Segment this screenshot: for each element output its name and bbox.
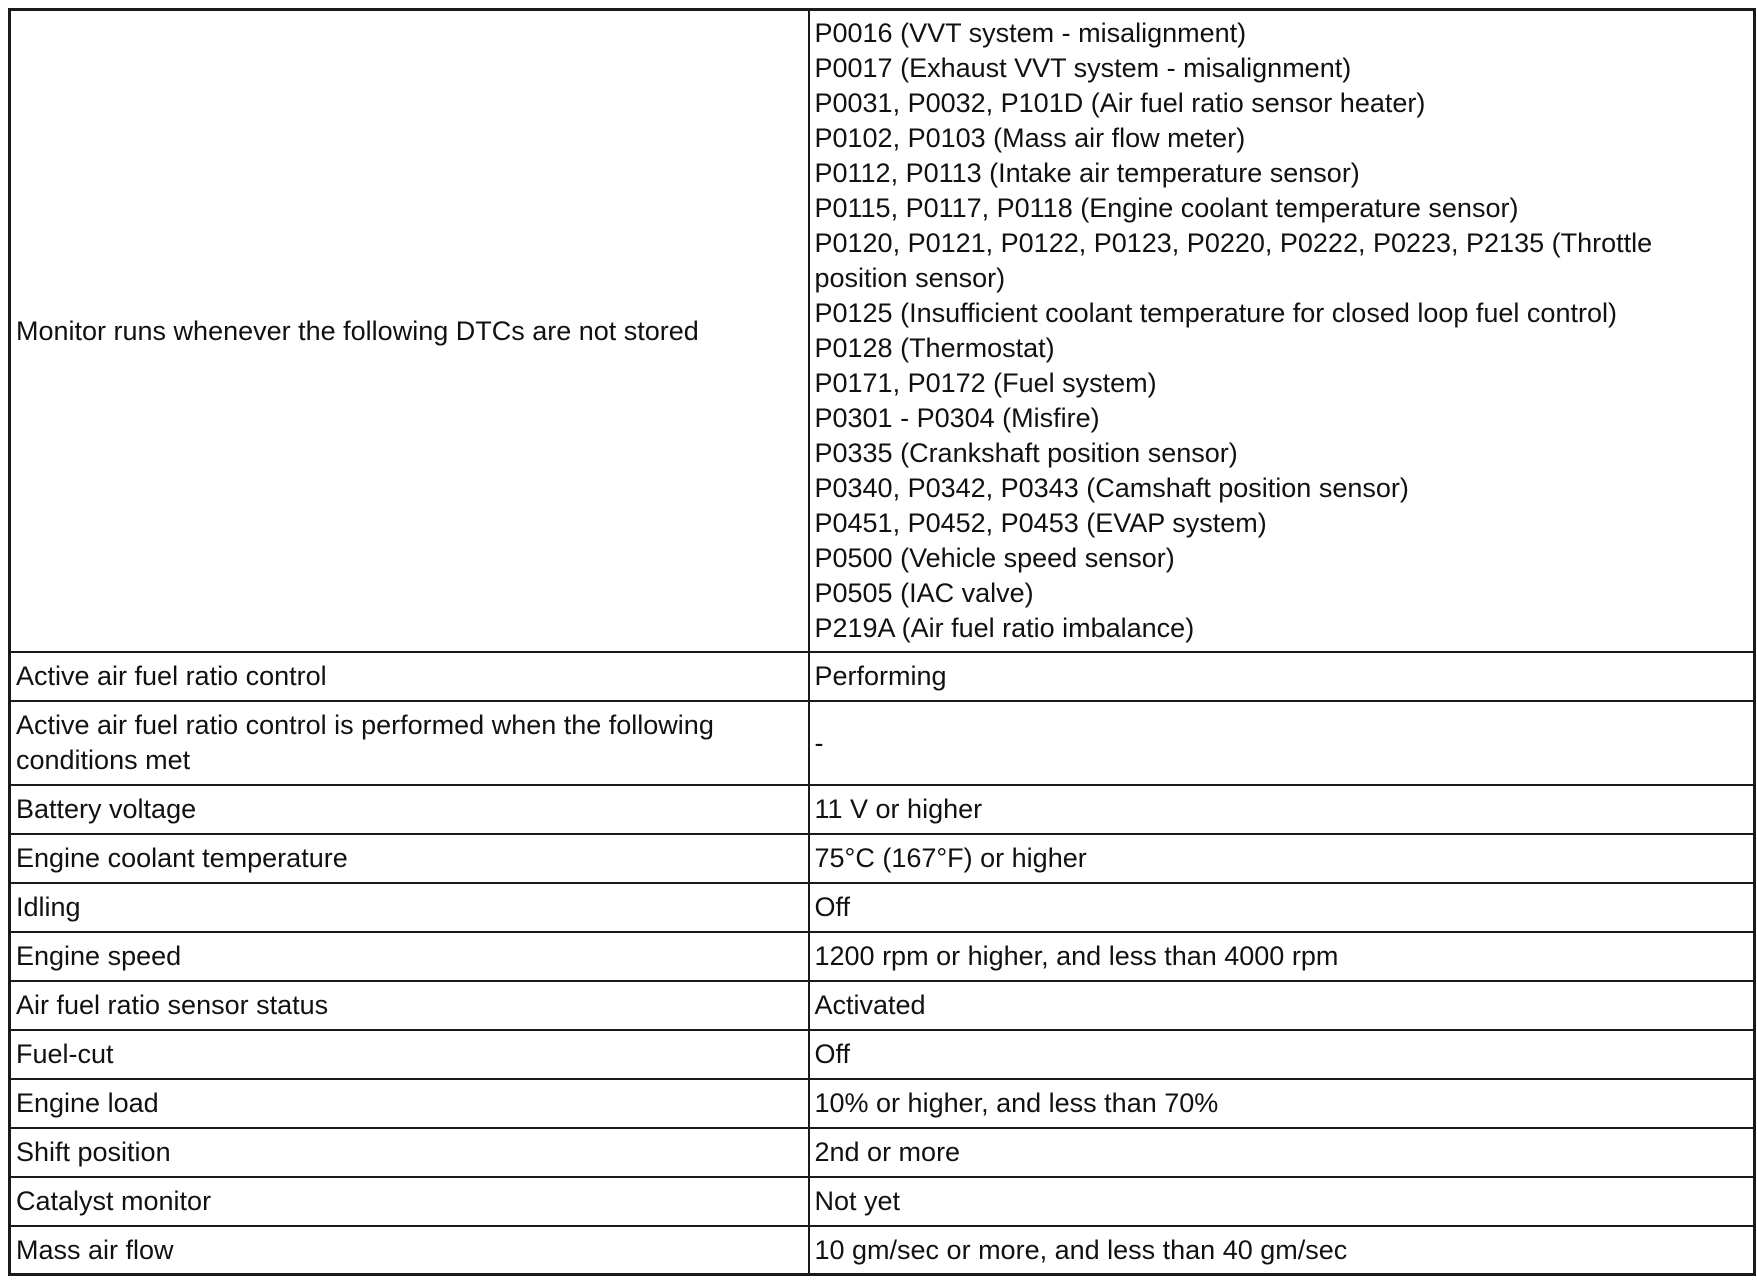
dtc-item: P0171, P0172 (Fuel system) — [814, 368, 1157, 399]
table-row — [10, 652, 1755, 701]
table-row — [10, 1128, 1755, 1177]
table-row — [10, 932, 1755, 981]
condition-value: 75°C (167°F) or higher — [809, 834, 1755, 883]
dtc-item: P0031, P0032, P101D (Air fuel ratio sensor heater) — [814, 88, 1426, 119]
table-row — [10, 1079, 1755, 1128]
condition-label: Battery voltage — [10, 785, 809, 834]
dtc-item: P0125 (Insufficient coolant temperature for closed loop fuel control) — [814, 298, 1617, 329]
dtc-item: P0335 (Crankshaft position sensor) — [814, 438, 1238, 469]
condition-label: Catalyst monitor — [10, 1177, 809, 1226]
condition-label: Engine load — [10, 1079, 809, 1128]
table-row — [10, 1177, 1755, 1226]
condition-value: 11 V or higher — [809, 785, 1755, 834]
condition-value: Not yet — [809, 1177, 1755, 1226]
dtc-item: P0301 - P0304 (Misfire) — [814, 403, 1100, 434]
table-row — [10, 981, 1755, 1030]
dtc-item: P0451, P0452, P0453 (EVAP system) — [814, 508, 1267, 539]
condition-value: Performing — [809, 652, 1755, 701]
dtc-item: P0500 (Vehicle speed sensor) — [814, 543, 1175, 574]
condition-label: Idling — [10, 883, 809, 932]
condition-value: Off — [809, 883, 1755, 932]
monitor-conditions-table — [8, 8, 1756, 1276]
dtc-item: P0017 (Exhaust VVT system - misalignment) — [814, 53, 1352, 84]
dtc-item: P0112, P0113 (Intake air temperature sensor) — [814, 158, 1360, 189]
dtc-item: P0128 (Thermostat) — [814, 333, 1055, 364]
monitor-condition-label: Monitor runs whenever the following DTCs are not stored — [10, 10, 809, 652]
condition-label: Active air fuel ratio control is performed when the following conditions met — [10, 701, 809, 785]
table-row — [10, 883, 1755, 932]
dtc-item: P219A (Air fuel ratio imbalance) — [814, 613, 1195, 644]
dtc-item: P0016 (VVT system - misalignment) — [814, 18, 1247, 49]
table-row — [10, 785, 1755, 834]
condition-label: Engine speed — [10, 932, 809, 981]
table-row — [10, 1226, 1755, 1275]
condition-label: Shift position — [10, 1128, 809, 1177]
condition-value: Activated — [809, 981, 1755, 1030]
condition-label: Active air fuel ratio control — [10, 652, 809, 701]
dtc-item: P0340, P0342, P0343 (Camshaft position sensor) — [814, 473, 1409, 504]
dtc-item: P0102, P0103 (Mass air flow meter) — [814, 123, 1246, 154]
dtc-list-cell — [809, 10, 1755, 652]
dtc-item: P0120, P0121, P0122, P0123, P0220, P0222, P0223, P2135 (Throttle position sensor) — [814, 228, 1653, 294]
table-row — [10, 701, 1755, 785]
condition-value: 2nd or more — [809, 1128, 1755, 1177]
condition-value: 10 gm/sec or more, and less than 40 gm/sec — [809, 1226, 1755, 1275]
condition-value: Off — [809, 1030, 1755, 1079]
dtc-item: P0505 (IAC valve) — [814, 578, 1034, 609]
spec-sheet — [8, 8, 1753, 1276]
condition-label: Mass air flow — [10, 1226, 809, 1275]
condition-label: Air fuel ratio sensor status — [10, 981, 809, 1030]
table-row — [10, 1030, 1755, 1079]
condition-value: - — [809, 701, 1755, 785]
dtc-item: P0115, P0117, P0118 (Engine coolant temperature sensor) — [814, 193, 1519, 224]
table-row — [10, 834, 1755, 883]
condition-label: Fuel-cut — [10, 1030, 809, 1079]
condition-value: 10% or higher, and less than 70% — [809, 1079, 1755, 1128]
table-row-dtc-conditions — [10, 10, 1755, 652]
condition-value: 1200 rpm or higher, and less than 4000 rpm — [809, 932, 1755, 981]
condition-label: Engine coolant temperature — [10, 834, 809, 883]
